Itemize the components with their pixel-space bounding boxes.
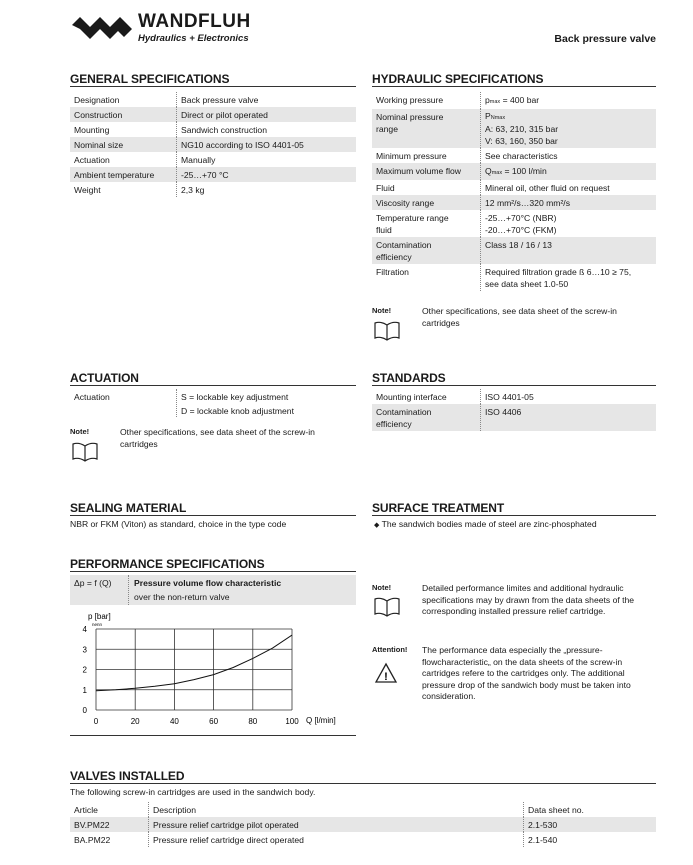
actuation-option-s: S = lockable key adjustment — [181, 392, 289, 402]
actuation-option-d: D = lockable knob adjustment — [181, 406, 294, 416]
general-specs-title: GENERAL SPECIFICATIONS — [70, 72, 230, 86]
table-row: Viscosity range 12 mm²/s…320 mm²/s — [372, 195, 656, 210]
surface-title: SURFACE TREATMENT — [372, 501, 505, 515]
x-tick-label: 60 — [209, 717, 219, 726]
table-row: Contamination efficiency ISO 4406 — [372, 404, 656, 431]
table-row: Construction Direct or pilot operated — [70, 107, 356, 122]
general-specs-table — [70, 92, 356, 197]
table-row: BV.PM22 Pressure relief cartridge pilot operated 2.1-530 — [70, 817, 656, 832]
hydraulic-specs-table — [372, 92, 656, 291]
table-row: Mounting Sandwich construction — [70, 122, 356, 137]
chart-title: Pressure volume flow characteristic — [134, 578, 282, 588]
table-row: Ambient temperature -25…+70 °C — [70, 167, 356, 182]
book-icon — [71, 441, 99, 463]
table-row: Fluid Mineral oil, other fluid on request — [372, 180, 656, 195]
document-title: Back pressure valve — [554, 33, 656, 45]
x-tick-label: 0 — [93, 717, 99, 726]
y-tick-label: 2 — [82, 665, 87, 675]
performance-title: PERFORMANCE SPECIFICATIONS — [70, 557, 265, 571]
actuation-note-label: Note! — [70, 427, 90, 436]
valves-title: VALVES INSTALLED — [70, 769, 185, 783]
surface-text: ◆ The sandwich bodies made of steel are zinc-phosphated — [374, 519, 597, 529]
table-row: Contamination efficiency Class 18 / 16 / 13 — [372, 237, 656, 264]
hydraulic-specs-title: HYDRAULIC SPECIFICATIONS — [372, 72, 544, 86]
performance-note-label: Note! — [372, 583, 392, 592]
brand-tagline: Hydraulics + Electronics — [138, 33, 249, 44]
chart-subtitle: over the non-return valve — [134, 592, 230, 602]
table-row: Article Description Data sheet no. — [70, 802, 656, 817]
sealing-title: SEALING MATERIAL — [70, 501, 187, 515]
performance-function: Δp = f (Q) — [74, 578, 112, 588]
bullet-icon: ◆ — [374, 522, 380, 529]
warning-icon — [374, 662, 398, 684]
x-tick-label: 40 — [169, 717, 179, 726]
x-tick-label: 100 — [285, 717, 299, 726]
standards-title: STANDARDS — [372, 371, 446, 385]
book-icon — [373, 596, 401, 618]
y-tick-label: 4 — [82, 625, 87, 634]
table-row: Weight 2,3 kg — [70, 182, 356, 197]
hydraulic-note-text: Other specifications, see data sheet of the screw-in cartridges — [422, 306, 617, 328]
performance-chart — [70, 607, 356, 732]
wandfluh-logo-icon — [70, 13, 134, 43]
y-tick-label: 3 — [82, 645, 87, 655]
series-line — [96, 635, 292, 691]
y-tick-label: 1 — [82, 685, 87, 695]
table-row: BA.PM22 Pressure relief cartridge direct operated 2.1-540 — [70, 832, 656, 847]
x-axis-label: Q [l/min] — [306, 716, 336, 725]
y-tick-label: 0 — [82, 706, 87, 715]
hydraulic-note-label: Note! — [372, 306, 392, 315]
svg-text:!: ! — [384, 671, 388, 683]
actuation-note-text: Other specifications, see data sheet of the screw-in cartridges — [120, 427, 315, 449]
performance-note-text: Detailed performance limites and additional hydraulic specifications may by drawn from the data sheets of the corresponding installed pressure relief cartridge. — [422, 583, 635, 616]
table-row: Working pressure pmax = 400 bar — [372, 92, 656, 109]
table-row: Nominal pressure range PNmax A: 63, 210, 315 bar V: 63, 160, 350 bar — [372, 109, 656, 148]
table-row: Mounting interface ISO 4401-05 — [372, 389, 656, 404]
attention-label: Attention! — [372, 645, 408, 654]
standards-table — [372, 389, 656, 431]
attention-text: The performance data especially the „pressure-flowcharacteristic„ on the data sheets of the screw-in cartridges refere to the cartridges only. The additional pressure drop of the sandwich body must be taken into consideration. — [422, 645, 631, 701]
actuation-label: Actuation — [74, 392, 110, 402]
valves-table — [70, 802, 656, 847]
book-icon — [373, 320, 401, 342]
valves-intro: The following screw-in cartridges are used in the sandwich body. — [70, 787, 316, 797]
brand-name: WANDFLUH — [138, 11, 251, 32]
table-row: Maximum volume flow Qmax = 100 l/min — [372, 163, 656, 180]
y-axis-sublabel: nenn — [92, 622, 103, 627]
x-tick-label: 20 — [130, 717, 140, 726]
table-row: Actuation Manually — [70, 152, 356, 167]
table-row: Filtration Required filtration grade ß 6…10 ≥ 75, see data sheet 1.0-50 — [372, 264, 656, 291]
table-row: Minimum pressure See characteristics — [372, 148, 656, 163]
y-axis-label: p [bar] — [88, 612, 111, 621]
sealing-text: NBR or FKM (Viton) as standard, choice in the type code — [70, 519, 287, 529]
table-row: Temperature range fluid -25…+70°C (NBR) -20…+70°C (FKM) — [372, 210, 656, 237]
table-row: Nominal size NG10 according to ISO 4401-05 — [70, 137, 356, 152]
table-row: Designation Back pressure valve — [70, 92, 356, 107]
logo — [70, 11, 270, 47]
actuation-title: ACTUATION — [70, 371, 139, 385]
x-tick-label: 80 — [248, 717, 258, 726]
